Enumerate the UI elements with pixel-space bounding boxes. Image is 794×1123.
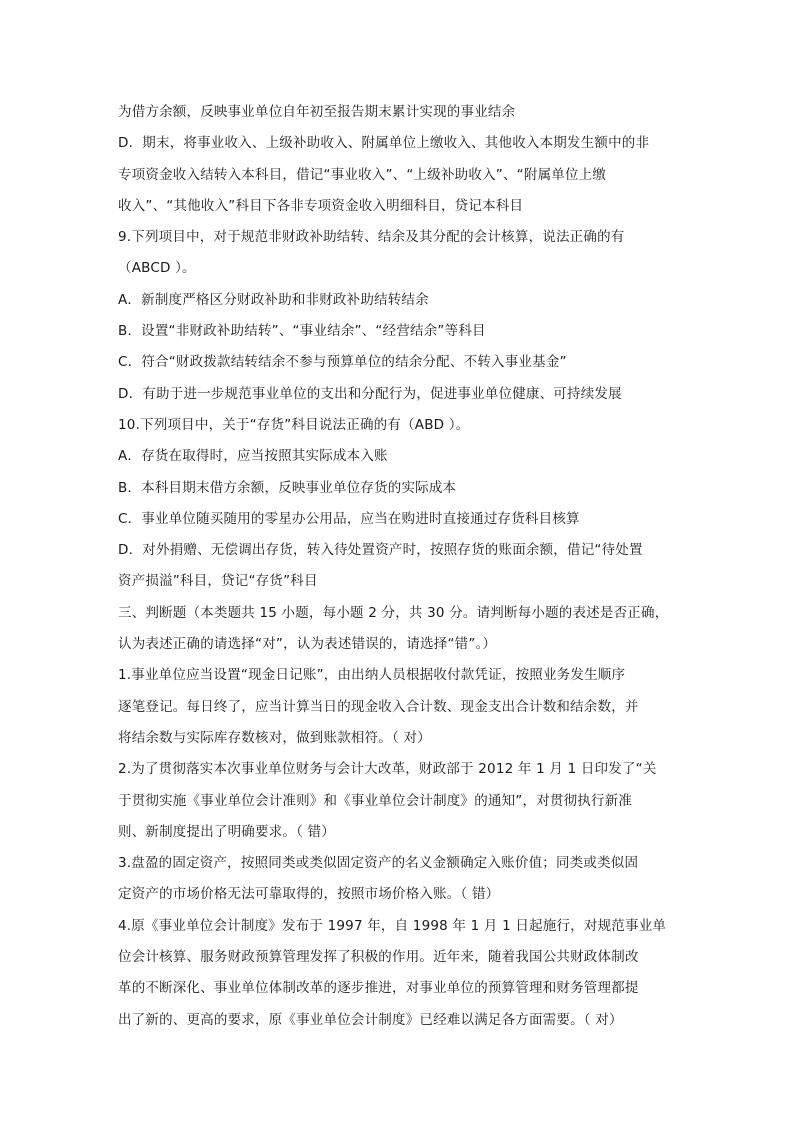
option-c-line: C．事业单位随买随用的零星办公用品，应当在购进时直接通过存货科目核算 xyxy=(118,510,580,527)
text-line: 出了新的、更高的要求，原《事业单位会计制度》已经难以满足各方面需要。（ 对） xyxy=(118,1011,623,1028)
option-d-line: D．期末，将事业收入、上级补助收入、附属单位上缴收入、其他收入本期发生额中的非 xyxy=(118,135,650,152)
text-line: 专项资金收入结转入本科目，借记“事业收入”、“上级补助收入”、“附属单位上缴 xyxy=(118,166,607,183)
option-d-line: D．对外捐赠、无偿调出存货，转入待处置资产时，按照存货的账面余额，借记“待处置 xyxy=(118,542,643,559)
section-heading: 三、判断题（本类题共 15 小题，每小题 2 分，共 30 分。请判断每小题的表述是否正确， xyxy=(118,604,669,621)
question-10-stem: 10.下列项目中，关于“存货”科目说法正确的有（ABD ）。 xyxy=(118,416,470,433)
text-line: 逐笔登记。每日终了，应当计算当日的现金收入合计数、现金支出合计数和结余数，并 xyxy=(118,698,639,715)
text-line: 资产损溢”科目，贷记“存货”科目 xyxy=(118,573,318,590)
judgment-3-line: 3.盘盈的固定资产，按照同类或类似固定资产的名义金额确定入账价值；同类或类似固 xyxy=(118,855,639,872)
option-a-line: A．新制度严格区分财政补助和非财政补助结转结余 xyxy=(118,291,429,308)
question-9-stem: 9.下列项目中，对于规范非财政补助结转、结余及其分配的会计核算，说法正确的有 xyxy=(118,229,625,246)
option-b-line: B．设置“非财政补助结转”、“事业结余”、“经营结余”等科目 xyxy=(118,323,486,340)
judgment-1-line: 1.事业单位应当设置“现金日记账”，由出纳人员根据收付款凭证，按照业务发生顺序 xyxy=(118,667,626,684)
text-line: 则、新制度提出了明确要求。（ 错） xyxy=(118,823,335,840)
document-page xyxy=(118,97,678,1036)
judgment-2-line: 2.为了贯彻落实本次事业单位财务与会计大改革，财政部于 2012 年 1 月 1 日印发了“关 xyxy=(118,761,657,778)
text-line: 革的不断深化、事业单位体制改革的逐步推进，对事业单位的预算管理和财务管理都提 xyxy=(118,980,639,997)
option-c-line: C．符合“财政拨款结转结余不参与预算单位的结余分配、不转入事业基金” xyxy=(118,354,567,371)
option-a-line: A．存货在取得时，应当按照其实际成本入账 xyxy=(118,448,388,465)
text-line: 为借方余额，反映事业单位自年初至报告期末累计实现的事业结余 xyxy=(118,104,516,120)
text-line: 收入”、“其他收入”科目下各非专项资金收入明细科目，贷记本科目 xyxy=(118,197,524,214)
judgment-4-line: 4.原《事业单位会计制度》发布于 1997 年，自 1998 年 1 月 1 日起施行，对规范事业单 xyxy=(118,917,667,934)
question-9-answer: （ABCD ）。 xyxy=(118,260,196,277)
option-b-line: B．本科目期末借方余额，反映事业单位存货的实际成本 xyxy=(118,479,457,496)
text-line: 将结余数与实际库存数核对，做到账款相符。（ 对） xyxy=(118,729,431,746)
text-line: 位会计核算、服务财政预算管理发挥了积极的作用。近年来，随着我国公共财政体制改 xyxy=(118,949,639,966)
text-line: 定资产的市场价格无法可靠取得的，按照市场价格入账。（ 错） xyxy=(118,886,500,903)
section-instructions: 认为表述正确的请选择“对”，认为表述错误的，请选择“错”。） xyxy=(118,636,497,653)
text-line: 于贯彻实施《事业单位会计准则》和《事业单位会计制度》的通知”，对贯彻执行新准 xyxy=(118,792,633,809)
option-d-line: D．有助于进一步规范事业单位的支出和分配行为，促进事业单位健康、可持续发展 xyxy=(118,385,622,402)
